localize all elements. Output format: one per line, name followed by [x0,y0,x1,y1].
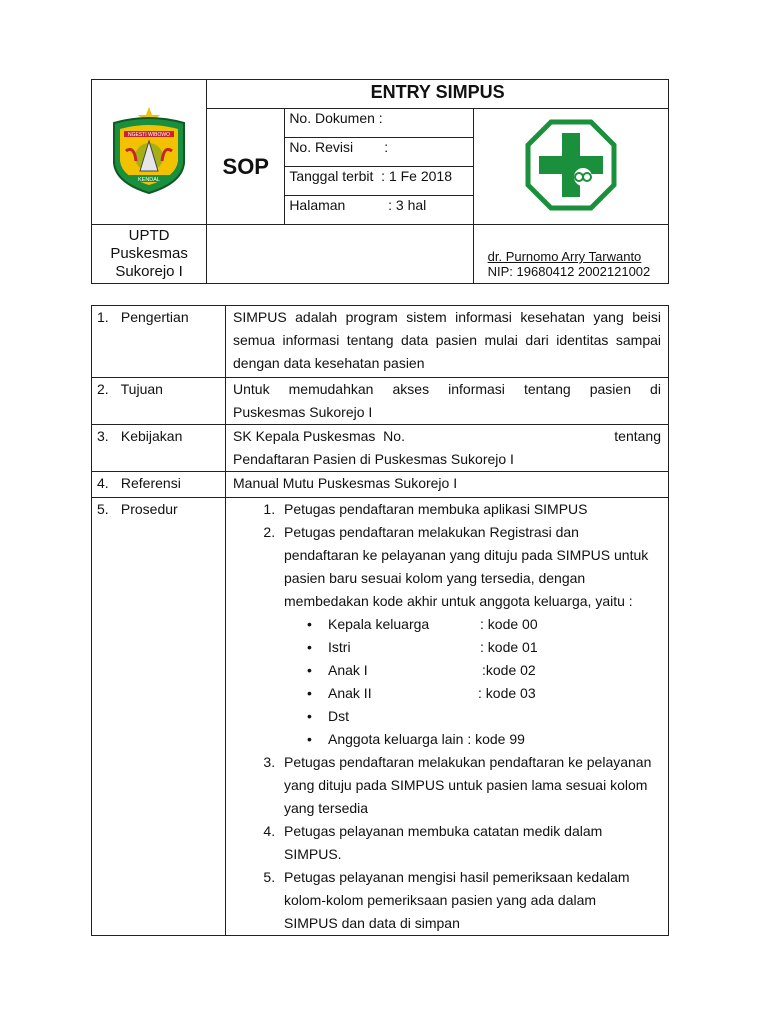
meta-publish-date: Tanggal terbit : 1 Fe 2018 [285,167,473,196]
procedure-step: 4. Petugas pelayanan membuka catatan medik dalam SIMPUS. [279,820,652,866]
section-label: 3. Kebijakan [92,425,226,472]
signer-name: dr. Purnomo Arry Tarwanto [487,249,642,264]
procedure-step: 1. Petugas pendaftaran membuka aplikasi SIMPUS [279,498,652,521]
svg-text:KENDAL: KENDAL [138,176,161,183]
meta-document-number: No. Dokumen : [285,109,473,138]
svg-text:NGESTI WIBOWO: NGESTI WIBOWO [128,131,171,138]
family-code-list [284,613,652,751]
family-code-item: • Kepala keluarga : kode 00 [328,613,652,636]
sop-header-table [91,79,669,284]
section-label: 2. Tujuan [92,378,226,425]
family-code-item: • Dst [328,705,652,728]
section-policy-text: SK Kepala Puskesmas No. tentang Pendaftaran Pasien di Puskesmas Sukorejo I [226,425,669,472]
sop-label: SOP [207,109,285,225]
procedure-steps [233,498,652,935]
signer-nip: NIP: 19680412 2002121002 [487,264,651,279]
procedure-step: 3. Petugas pendaftaran melakukan pendaftaran ke pelayanan yang dituju pada SIMPUS untuk pasien lama sesuai kolom yang tersedia [279,751,652,820]
regency-emblem-cell [92,80,207,225]
puskesmas-logo-icon [525,119,617,211]
section-row [92,306,669,378]
section-row [92,498,669,936]
meta-page-count: Halaman : 3 hal [285,196,473,225]
section-row [92,472,669,498]
meta-revision: No. Revisi : [285,138,473,167]
section-row [92,378,669,425]
kendal-regency-emblem-icon [106,105,192,197]
family-code-item: • Anggota keluarga lain : kode 99 [328,728,652,751]
section-reference-text: Manual Mutu Puskesmas Sukorejo I [226,472,669,498]
signature-block [473,225,668,284]
section-label: 5. Prosedur [92,498,226,936]
sop-content-table [91,305,669,936]
procedure-step: 5. Petugas pelayanan mengisi hasil pemeriksaan kedalam kolom-kolom pemeriksaan pasien yang ada dalam SIMPUS dan data di simpan [279,866,652,935]
section-row [92,425,669,472]
blank-cell [207,225,473,284]
procedure-cell [226,498,669,936]
section-label: 4. Referensi [92,472,226,498]
section-label: 1. Pengertian [92,306,226,378]
family-code-item: • Anak II : kode 03 [328,682,652,705]
family-code-item: • Istri : kode 01 [328,636,652,659]
document-title: ENTRY SIMPUS [207,80,669,109]
procedure-step: 2. Petugas pendaftaran melakukan Registrasi dan pendaftaran ke pelayanan yang dituju pada SIMPUS untuk pasien baru sesuai kolom yang tersedia, dengan membedakan kode akhir untuk anggota keluarga, yaitu : • Kepala keluarga : kode 00 • Istri : kode 01 • Anak I :kode 02 • Anak II : kode 03 • Dst • Anggota keluarga lain : kode 99 [279,521,652,751]
section-purpose-text: Untuk memudahkan akses informasi tentang pasien di Puskesmas Sukorejo I [226,378,669,425]
family-code-item: • Anak I :kode 02 [328,659,652,682]
section-definition-text: SIMPUS adalah program sistem informasi kesehatan yang beisi semua informasi tentang data pasien mulai dari identitas sampai dengan data kesehatan pasien [226,306,669,378]
puskesmas-logo-cell [473,109,668,225]
organization-name: UPTD Puskesmas Sukorejo I [92,225,207,284]
